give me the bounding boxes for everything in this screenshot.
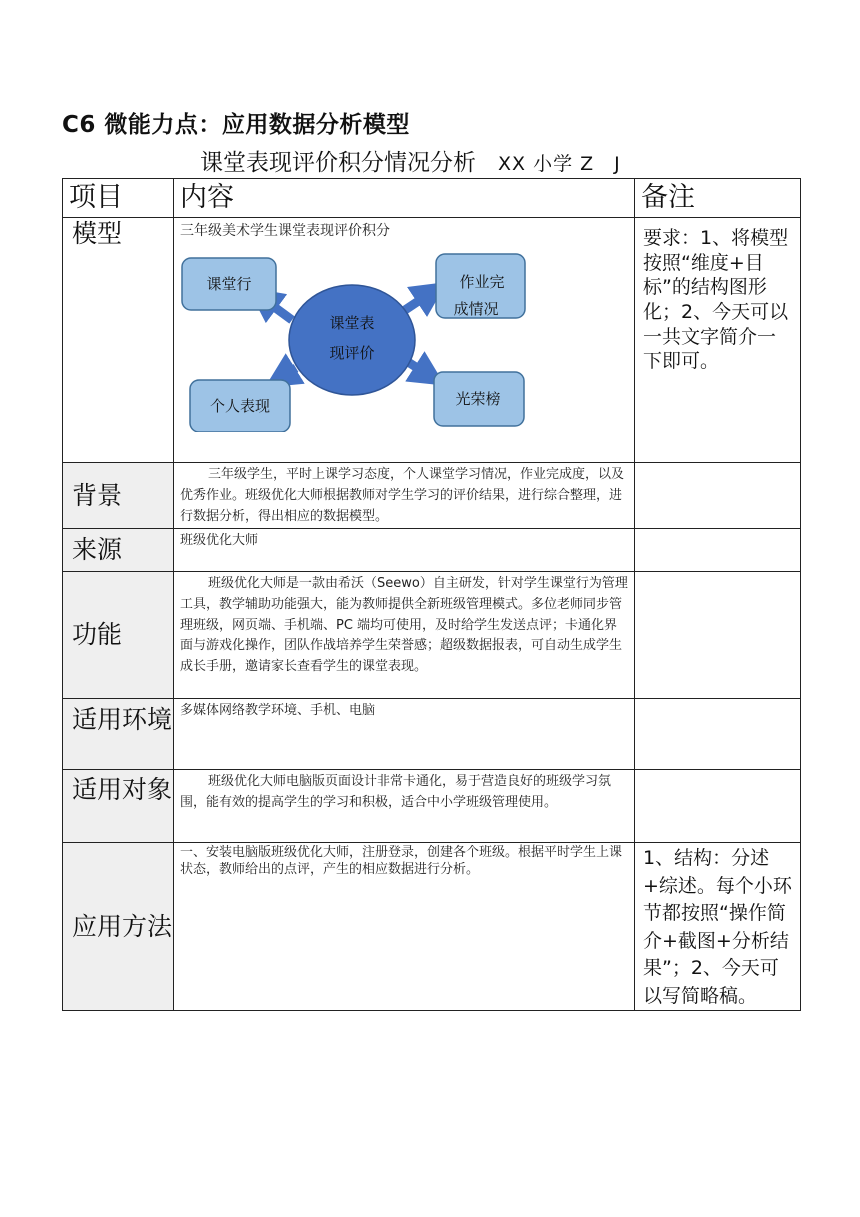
- background-cell: [174, 463, 635, 529]
- target-cell: [174, 770, 635, 843]
- node-top-right-label-2: 成情况: [453, 300, 499, 318]
- node-bottom-left-label: 个人表现: [209, 397, 271, 415]
- row-label-function: 功能: [63, 572, 174, 699]
- table-row-environment: [63, 699, 801, 770]
- source-cell: [174, 529, 635, 572]
- arrow-to-top-right: [402, 292, 432, 312]
- center-node-label-2: 现评价: [329, 344, 375, 362]
- environment-note: [635, 699, 801, 770]
- row-label-target: 适用对象: [63, 770, 174, 843]
- node-top-left-label: 课堂行: [206, 275, 252, 293]
- method-cell: [174, 843, 635, 1011]
- model-title: 三年级美术学生课堂表现评价积分: [180, 223, 390, 239]
- subtitle-title: 课堂表现评价积分情况分析: [200, 150, 476, 176]
- function-note: [635, 572, 801, 699]
- row-label-source: 来源: [63, 529, 174, 572]
- source-note: [635, 529, 801, 572]
- target-text: 班级优化大师电脑版页面设计非常卡通化，易于营造良好的班级学习氛围，能有效的提高学生的学习和积极，适合中小学班级管理使用。: [180, 774, 612, 810]
- model-diagram: [174, 242, 534, 432]
- header-content: 内容: [174, 179, 635, 218]
- center-node-label-1: 课堂表: [329, 314, 375, 332]
- table-row-target: [63, 770, 801, 843]
- arrow-to-bottom-right: [408, 362, 430, 376]
- environment-cell: [174, 699, 635, 770]
- center-node: [289, 285, 415, 395]
- source-text: 班级优化大师: [180, 533, 259, 548]
- table-row-background: [63, 463, 801, 529]
- model-cell: [174, 218, 635, 463]
- header-item: 项目: [63, 179, 174, 218]
- model-note: 要求：1、将模型按照“维度+目标”的结构图形化；2、今天可以一共文字简介一下即可。: [635, 218, 801, 463]
- document-heading: C6 微能力点：应用数据分析模型: [62, 112, 410, 138]
- school-name: XX 小学 Z J: [498, 153, 621, 175]
- function-text: 班级优化大师是一款由希沃（Seewo）自主研发，针对学生课堂行为管理工具，教学辅助功能强大，能为教师提供全新班级管理模式。多位老师同步管理班级，网页端、手机端、PC 端均可使用，及时给学生发送点评；卡通化界面与游戏化操作，团队作战培养学生荣誉感；超级数据报表，可自动生成学生成长手册，邀请家长查看学生的课堂表现。: [180, 576, 628, 675]
- analysis-table: [62, 178, 801, 1011]
- document-subtitle: [200, 144, 621, 177]
- row-label-method: 应用方法: [63, 843, 174, 1011]
- table-header-row: [63, 179, 801, 218]
- function-cell: [174, 572, 635, 699]
- arrow-to-bottom-left: [280, 368, 296, 378]
- background-note: [635, 463, 801, 529]
- node-top-right-label-1: 作业完: [459, 273, 505, 291]
- row-label-environment: 适用环境: [63, 699, 174, 770]
- table-row-function: [63, 572, 801, 699]
- environment-text: 多媒体网络教学环境、手机、电脑: [180, 703, 376, 718]
- row-label-model: 模型: [63, 218, 174, 463]
- node-bottom-right-label: 光荣榜: [455, 390, 501, 408]
- method-note: 1、结构：分述+综述。每个小环节都按照“操作简介+截图+分析结果”；2、今天可以写简略稿。: [635, 843, 801, 1011]
- row-label-background: 背景: [63, 463, 174, 529]
- table-row-method: [63, 843, 801, 1011]
- table-row-source: [63, 529, 801, 572]
- target-note: [635, 770, 801, 843]
- method-text: 一、安装电脑版班级优化大师，注册登录，创建各个班级。根据平时学生上课状态，教师给出的点评，产生的相应数据进行分析。: [180, 845, 623, 877]
- table-row-model: [63, 218, 801, 463]
- header-note: 备注: [635, 179, 801, 218]
- background-text: 三年级学生，平时上课学习态度，个人课堂学习情况，作业完成度，以及优秀作业。班级优化大师根据教师对学生学习的评价结果，进行综合整理，进行数据分析，得出相应的数据模型。: [180, 467, 625, 524]
